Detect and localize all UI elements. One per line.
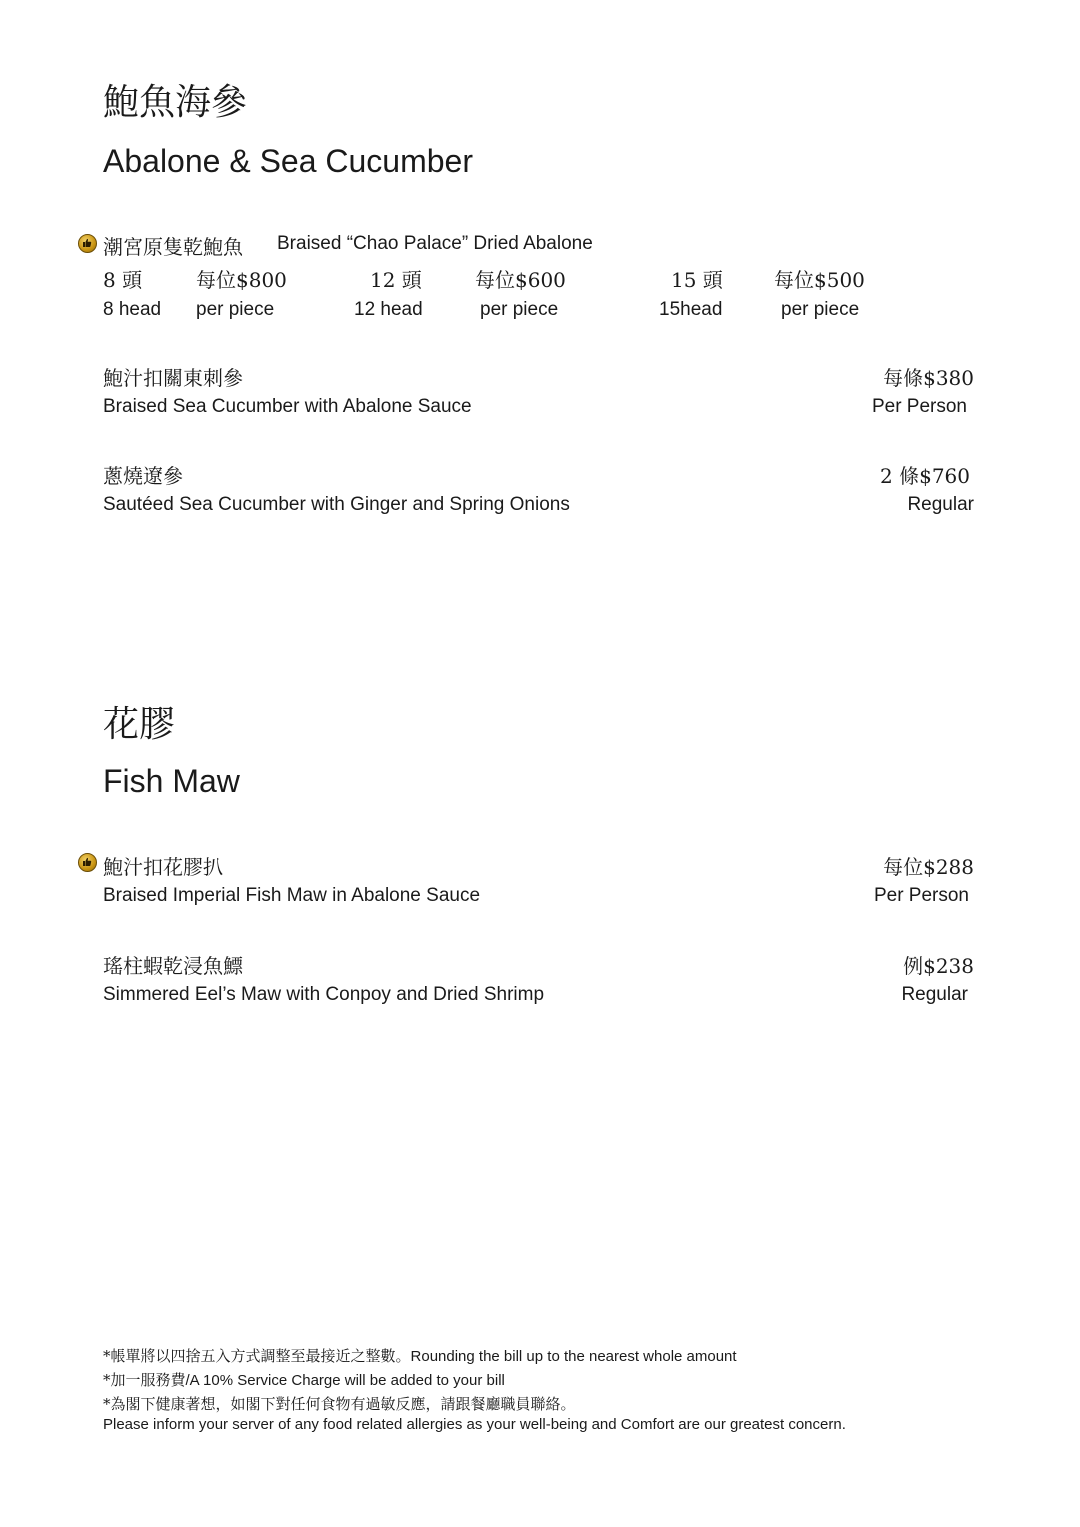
footer-note-service-charge: *加一服務費/A 10% Service Charge will be added to your bill — [103, 1371, 505, 1389]
section-title-zh: 鮑魚海參 — [103, 82, 248, 123]
dish-name-en: Braised Sea Cucumber with Abalone Sauce — [103, 396, 472, 417]
dish-name-zh: 瑤柱蝦乾浸魚鰾 — [103, 954, 243, 978]
thumbs-up-icon — [78, 853, 97, 872]
footer-note-allergy-zh: *為閣下健康著想，如閣下對任何食物有過敏反應，請跟餐廳職員聯絡。 — [103, 1395, 576, 1413]
section-title-en: Fish Maw — [103, 763, 240, 799]
thumbs-up-icon — [78, 234, 97, 253]
size-zh: 12 頭 — [370, 268, 422, 292]
dish-unit: Per Person — [873, 885, 969, 906]
dish-unit: Regular — [901, 984, 968, 1005]
dish-price: 每條$380 — [883, 366, 974, 390]
dish-name-zh: 蔥燒遼參 — [103, 464, 183, 488]
footer-note-allergy-en: Please inform your server of any food related allergies as your well-being and Comfort are our greatest concern. — [103, 1416, 846, 1433]
dish-name-zh: 鮑汁扣關東刺參 — [103, 366, 243, 390]
dish-price: 每位$288 — [883, 855, 974, 879]
size-en: 8 head — [103, 299, 162, 320]
dish-name-zh: 鮑汁扣花膠扒 — [103, 855, 223, 879]
size-unit: per piece — [196, 299, 275, 320]
dish-name-en: Braised “Chao Palace” Dried Abalone — [277, 233, 593, 254]
size-price: 每位$500 — [774, 268, 865, 292]
dish-unit: Per Person — [871, 396, 967, 417]
size-zh: 8 頭 — [103, 268, 143, 292]
dish-price: 2 條$760 — [880, 464, 970, 488]
size-en: 12 head — [354, 299, 423, 320]
size-zh: 15 頭 — [671, 268, 723, 292]
dish-name-en: Simmered Eel’s Maw with Conpoy and Dried Shrimp — [103, 984, 545, 1005]
footer-note-rounding: *帳單將以四捨五入方式調整至最接近之整數。Rounding the bill up to the nearest whole amount — [103, 1347, 737, 1365]
size-en: 15head — [659, 299, 723, 320]
size-price: 每位$800 — [196, 268, 287, 292]
dish-price: 例$238 — [903, 954, 974, 978]
dish-name-zh: 潮宮原隻乾鮑魚 — [103, 235, 243, 259]
size-price: 每位$600 — [475, 268, 566, 292]
dish-name-en: Sautéed Sea Cucumber with Ginger and Spring Onions — [103, 494, 570, 515]
size-unit: per piece — [781, 299, 860, 320]
size-unit: per piece — [480, 299, 559, 320]
dish-unit: Regular — [907, 494, 974, 515]
section-title-en: Abalone & Sea Cucumber — [103, 143, 473, 179]
dish-name-en: Braised Imperial Fish Maw in Abalone Sauce — [103, 885, 481, 906]
section-title-zh: 花膠 — [103, 704, 176, 745]
